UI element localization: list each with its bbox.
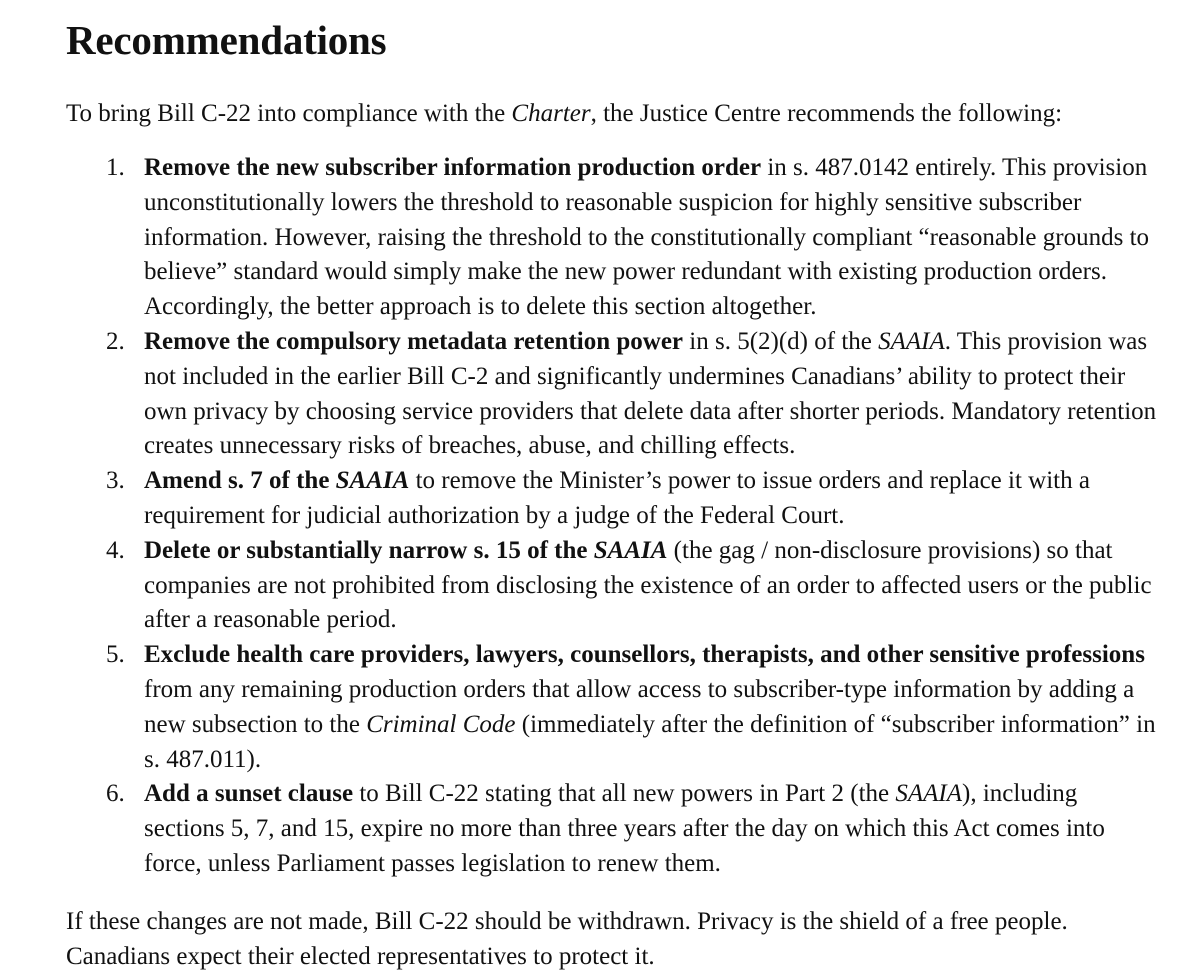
list-number: 2. [106,327,125,355]
recommendation-text-segment: SAAIA [335,467,410,495]
recommendation-text-segment: to remove the Minister’s power to issue orders and replace it with a requirement for judicial authorization by a judge of the Federal Court. [144,467,1090,529]
recommendation-text-segment: SAAIA [593,536,668,564]
intro-text-italic: Charter [511,100,591,127]
list-number: 5. [106,641,125,669]
recommendation-text-segment: Amend s. 7 of the [144,467,336,495]
recommendation-text-segment: Delete or substantially narrow s. 15 of the [144,536,594,564]
closing-paragraph: If these changes are not made, Bill C-22 should be withdrawn. Privacy is the shield of a free people. Canadians expect their elected representatives to protect it. [66,907,1068,970]
recommendation-item [106,638,1160,777]
recommendation-item [106,151,1160,325]
recommendation-text-segment: ), including sections 5, 7, and 15, expire no more than three years after the day on which this Act comes into force, unless Parliament passes legislation to renew them. [144,780,1105,877]
list-number: 4. [106,536,125,564]
page-title: Recommendations [66,17,387,63]
recommendation-text-segment: from any remaining production orders that allow access to subscriber-type information by adding a new subsection to the [144,675,1135,738]
recommendation-text-segment: Criminal Code [366,710,516,738]
recommendation-text-segment: SAAIA [878,327,945,355]
intro-text-before: To bring Bill C-22 into compliance with the [66,100,512,127]
recommendation-text-segment: (immediately after the definition of “subscriber information” in s. 487.011). [144,710,1156,773]
recommendation-text-segment: (the gag / non-disclosure provisions) so that companies are not prohibited from disclosing the existence of an order to affected users or the public after a reasonable period. [144,536,1152,634]
recommendation-text-segment: Add a sunset clause [144,780,354,808]
recommendation-item [106,534,1160,638]
recommendations-list [66,151,1160,882]
list-number: 3. [106,467,125,495]
recommendation-text-segment: Remove the compulsory metadata retention power [144,327,684,355]
recommendation-text-segment: Remove the new subscriber information production order [144,154,762,181]
list-number: 6. [106,780,125,808]
recommendation-text-segment: in s. 5(2)(d) of the [683,327,879,355]
recommendation-text-segment: SAAIA [895,780,963,808]
intro-text-after: , the Justice Centre recommends the following: [590,100,1063,127]
recommendation-text-segment: to Bill C-22 stating that all new powers in Part 2 (the [353,780,896,808]
recommendation-text-segment: in s. 487.0142 entirely. This provision unconstitutionally lowers the threshold to reasonable suspicion for highly sensitive subscriber information. However, raising the threshold to the constitutionally compliant “reasonable grounds to believe” standard would simply make the new power redundant with existing production orders. Accordingly, the better approach is to delete this section altogether. [144,154,1150,321]
list-number: 1. [106,154,125,181]
recommendation-item [106,325,1160,464]
recommendation-text-segment: . This provision was not included in the earlier Bill C-2 and significantly undermines Canadians’ ability to protect their own privacy by choosing service providers that delete data after shorter periods. Mandatory retention creates unnecessary risks of breaches, abuse, and chilling effects. [144,327,1157,460]
recommendation-text-segment: Exclude health care providers, lawyers, counsellors, therapists, and other sensitive professions [144,641,1145,669]
recommendation-item [106,464,1160,534]
intro-paragraph [66,96,1160,131]
recommendation-item [106,777,1160,881]
